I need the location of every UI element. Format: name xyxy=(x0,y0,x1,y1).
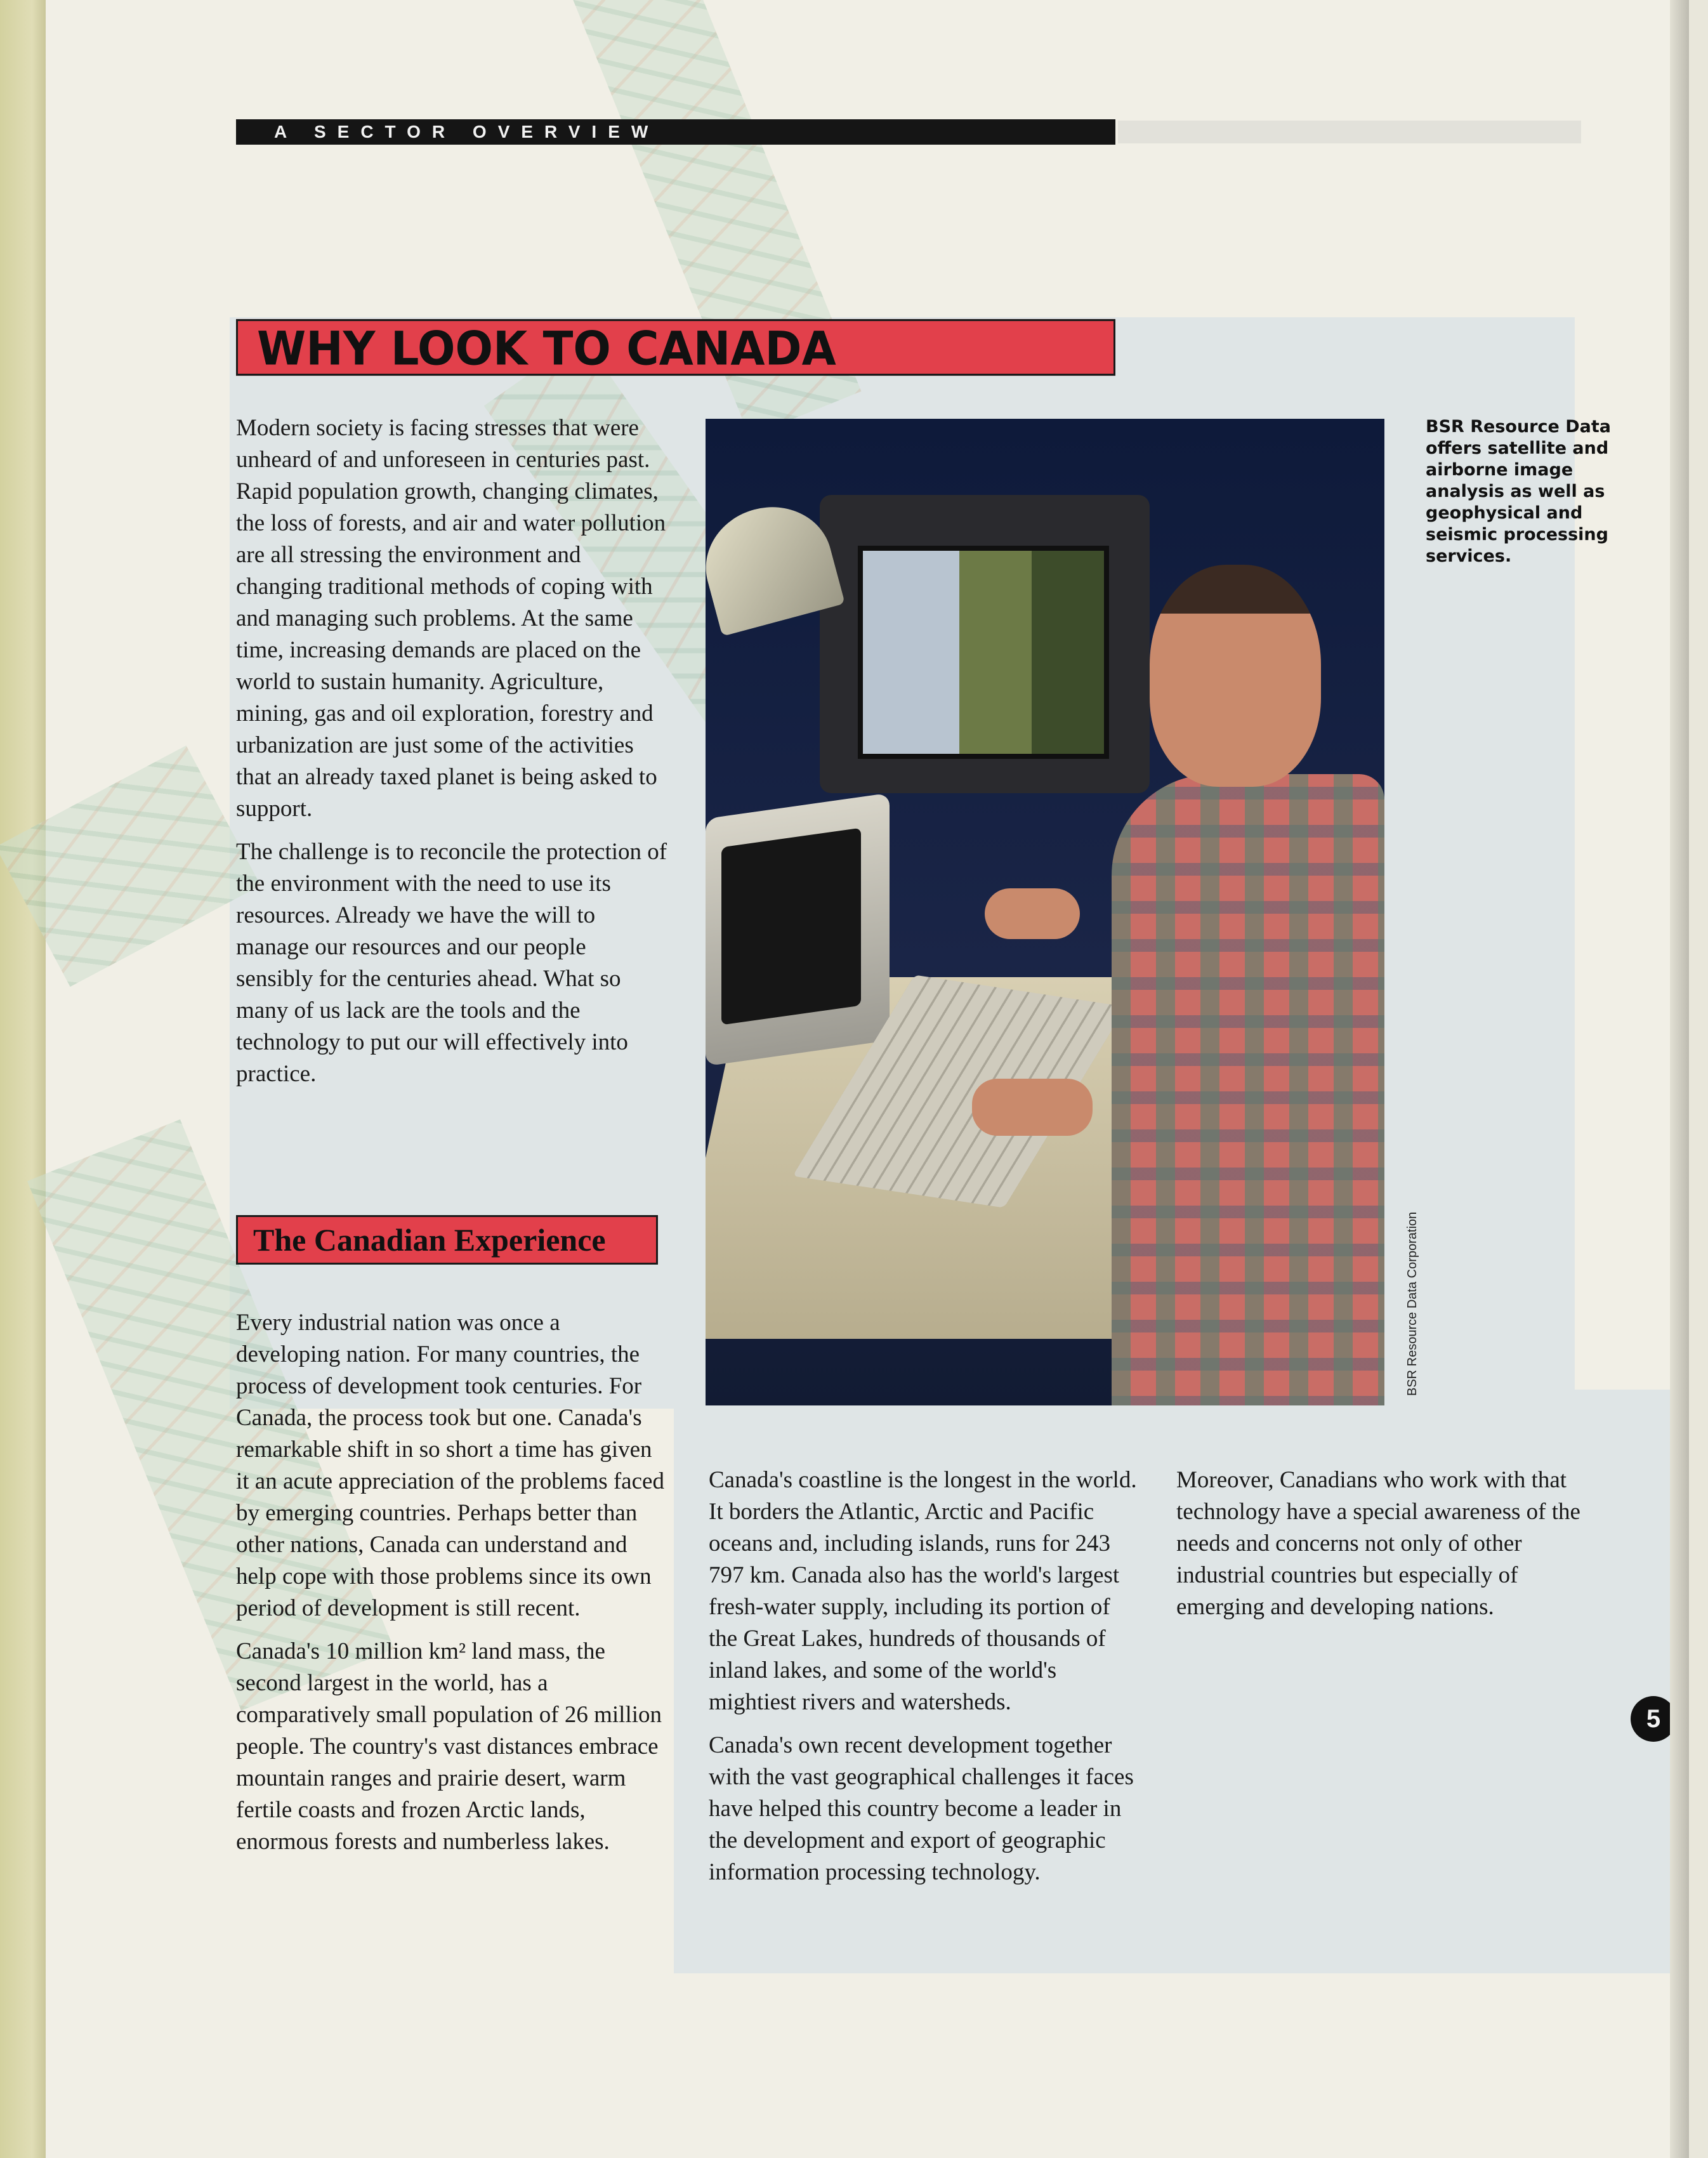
page-edge xyxy=(1670,0,1689,2158)
secondary-monitor-screen xyxy=(721,828,861,1025)
text-column-1-continued xyxy=(236,1307,667,1869)
page xyxy=(46,0,1689,2158)
page-title: WHY LOOK TO CANADA xyxy=(236,319,1115,376)
paragraph: Moreover, Canadians who work with that technology have a special awareness of the needs and concerns not only of other industrial countries but especially of emerging and developing nations. xyxy=(1176,1467,1580,1620)
photo-caption: BSR Resource Data offers satellite and airborne image analysis as well as geophysical and seismic processing services. xyxy=(1426,417,1611,566)
paragraph: Modern society is facing stresses that were unheard of and unforeseen in centuries past. Rapid population growth, changing climates, the loss of forests, and air and water pollution are all stressing the environment and changing traditional methods of coping with and managing such problems. At the same time, increasing demands are placed on the world to sustain humanity. Agriculture, mining, gas and oil exploration, forestry and urbanization are just some of the activities that an already taxed planet is being asked to support. xyxy=(236,415,666,822)
section-label: A SECTOR OVERVIEW xyxy=(236,119,1115,145)
text-column-3 xyxy=(1176,1464,1608,1635)
photo-credit: BSR Resource Data Corporation xyxy=(1405,1211,1419,1396)
faded-header-bar xyxy=(1118,121,1581,143)
paragraph: Canada's 10 million km² land mass, the second largest in the world, has a comparatively small population of 26 million people. The country's vast distances embrace mountain ranges and prairie desert, warm fertile coasts and frozen Arctic lands, enormous forests and numberless lakes. xyxy=(236,1638,662,1855)
subsection-title: The Canadian Experience xyxy=(236,1215,658,1265)
paragraph: The challenge is to reconcile the protection of the environment with the need to use its resources. Already we have the will to manage our resources and our people sensibly for the centuries ahead. What so many of us lack are the tools and the technology to put our will effectively into practice. xyxy=(236,839,667,1087)
page-number: 5 xyxy=(1631,1696,1676,1742)
hand-on-keyboard xyxy=(972,1079,1093,1136)
person-at-computer xyxy=(1112,774,1384,1405)
hand-on-mouse xyxy=(985,888,1080,939)
photo-workstation xyxy=(706,419,1384,1405)
paragraph: Every industrial nation was once a developing nation. For many countries, the process of development took centuries. For Canada, the process took but one. Canada's remarkable shift in so short a time has given it an acute appreciation of the problems faced by emerging countries. Perhaps better than other nations, Canada can understand and help cope with those problems since its own period of development is still recent. xyxy=(236,1310,664,1621)
text-column-1 xyxy=(236,412,667,1102)
monitor-screen xyxy=(858,546,1109,759)
paragraph: Canada's coastline is the longest in the world. It borders the Atlantic, Arctic and Pacific oceans and, including islands, runs for 243 797 km. Canada also has the world's largest fresh-water supply, including its portion of the Great Lakes, hundreds of thousands of inland lakes, and some of the world's mightiest rivers and watersheds. xyxy=(709,1467,1137,1715)
text-column-2 xyxy=(709,1464,1140,1900)
binding-spine xyxy=(0,0,46,2158)
person-head xyxy=(1150,565,1321,787)
paragraph: Canada's own recent development together with the vast geographical challenges it faces have helped this country become a leader in the development and export of geographic information processing technology. xyxy=(709,1732,1134,1885)
